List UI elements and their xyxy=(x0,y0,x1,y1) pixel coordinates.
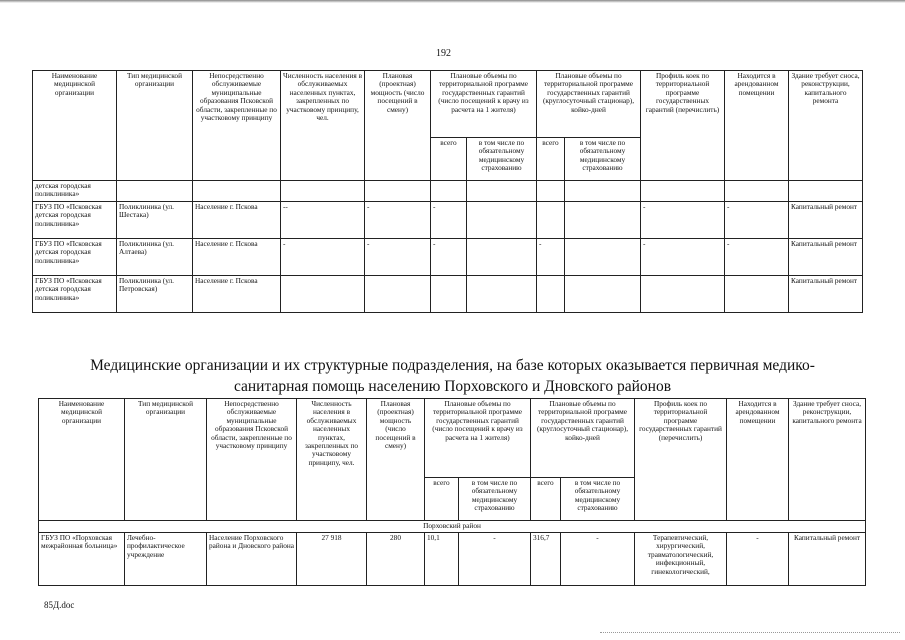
org-name: ГБУЗ ПО «Псковская детская городская поликлиника» xyxy=(33,276,117,313)
ip-oms-value: - xyxy=(561,533,635,586)
table-row xyxy=(33,276,863,313)
col-header-inpatient: Плановые объемы по территориальной программе государственных гарантий (круглосуточный стационар), койко-дней xyxy=(537,71,641,138)
op-total-value xyxy=(431,276,467,313)
col-header-served: Непосредственно обслуживаемые муниципальные образования Псковской области, закрепленные по участковому принципу xyxy=(207,399,297,521)
table-row xyxy=(33,181,863,202)
population-value: - xyxy=(281,239,365,276)
op-oms-value xyxy=(467,239,537,276)
footer-filename: 85Д.doc xyxy=(44,600,75,610)
beds-value: - xyxy=(641,202,725,239)
population-value: -- xyxy=(281,202,365,239)
population-value xyxy=(281,276,365,313)
district-label: Порховский район xyxy=(39,521,866,533)
carry-over-cell: детская городская поликлиника» xyxy=(33,181,117,202)
op-oms-value xyxy=(467,276,537,313)
op-total-value: - xyxy=(431,202,467,239)
capacity-value: - xyxy=(365,239,431,276)
col-header-rented: Находится в арендованном помещении xyxy=(725,71,789,181)
col-header-inpatient: Плановые объемы по территориальной программе государственных гарантий (круглосуточный стационар), койко-дней xyxy=(531,399,635,478)
col-header-ip-total: всего xyxy=(531,478,561,521)
ip-oms-value xyxy=(565,276,641,313)
col-header-beds-profile: Профиль коек по территориальной программе государственных гарантий (перечислить) xyxy=(641,71,725,181)
renovation-value: Капитальный ремонт xyxy=(789,276,863,313)
rented-value: - xyxy=(727,533,789,586)
rented-value xyxy=(725,276,789,313)
ip-oms-value xyxy=(565,202,641,239)
rented-value: - xyxy=(725,202,789,239)
scan-edge-bottom xyxy=(600,632,900,633)
beds-value xyxy=(641,276,725,313)
op-oms-value: - xyxy=(459,533,531,586)
col-header-beds-profile: Профиль коек по территориальной программе государственных гарантий (перечислить) xyxy=(635,399,727,521)
capacity-value: - xyxy=(365,202,431,239)
col-header-op-total: всего xyxy=(425,478,459,521)
org-type: Поликлиника (ул. Петровская) xyxy=(117,276,193,313)
col-header-renovation: Здание требует сноса, реконструкции, капитального ремонта xyxy=(789,71,863,181)
col-header-rented: Находится в арендованном помещении xyxy=(727,399,789,521)
table-row xyxy=(33,239,863,276)
table-header-row xyxy=(33,71,863,138)
table-row xyxy=(33,202,863,239)
org-name: ГБУЗ ПО «Псковская детская городская поликлиника» xyxy=(33,202,117,239)
renovation-value: Капитальный ремонт xyxy=(789,533,866,586)
org-type: Поликлиника (ул. Шестака) xyxy=(117,202,193,239)
ip-total-value: - xyxy=(537,239,565,276)
scan-edge xyxy=(0,0,905,3)
org-type: Лечебно-профилактическое учреждение xyxy=(125,533,207,586)
op-oms-value xyxy=(467,202,537,239)
table-porkhov-dno xyxy=(38,398,866,586)
col-header-op-oms: в том числе по обязательному медицинскому страхованию xyxy=(467,138,537,181)
section-title-line-1: Медицинские организации и их структурные подразделения, на базе которых оказывается первичная медико- xyxy=(90,357,815,374)
col-header-served: Непосредственно обслуживаемые муниципальные образования Псковской области, закрепленные по участковому принципу xyxy=(193,71,281,181)
district-row xyxy=(39,521,866,533)
table-header-row xyxy=(39,399,866,478)
table-row xyxy=(39,533,866,586)
col-header-name: Наименование медицинской организации xyxy=(39,399,125,521)
capacity-value: 280 xyxy=(367,533,425,586)
col-header-outpatient: Плановые объемы по территориальной программе государственных гарантий (число посещений к врачу из расчета на 1 жителя) xyxy=(425,399,531,478)
col-header-capacity: Плановая (проектная) мощность (число посещений в смену) xyxy=(367,399,425,521)
col-header-type: Тип медицинской организации xyxy=(125,399,207,521)
col-header-population: Численность населения в обслуживаемых населенных пунктах, закрепленных по участковому принципу, чел. xyxy=(297,399,367,521)
beds-value: - xyxy=(641,239,725,276)
col-header-population: Численность населения в обслуживаемых населенных пунктах, закрепленных по участковому принципу, чел. xyxy=(281,71,365,181)
ip-total-value xyxy=(537,202,565,239)
renovation-value: Капитальный ремонт xyxy=(789,202,863,239)
col-header-op-total: всего xyxy=(431,138,467,181)
served-area: Население Порховского района и Дновского района xyxy=(207,533,297,586)
col-header-ip-oms: в том числе по обязательному медицинскому страхованию xyxy=(561,478,635,521)
table-pskov-children xyxy=(32,70,863,313)
page-number: 192 xyxy=(436,48,451,59)
col-header-ip-total: всего xyxy=(537,138,565,181)
served-area: Население г. Пскова xyxy=(193,202,281,239)
ip-total-value xyxy=(537,276,565,313)
op-total-value: - xyxy=(431,239,467,276)
col-header-op-oms: в том числе по обязательному медицинскому страхованию xyxy=(459,478,531,521)
ip-oms-value xyxy=(565,239,641,276)
population-value: 27 918 xyxy=(297,533,367,586)
beds-value: Терапевтический, хирургический, травматологический, инфекционный, гинекологический, xyxy=(635,533,727,586)
ip-total-value: 316,7 xyxy=(531,533,561,586)
col-header-type: Тип медицинской организации xyxy=(117,71,193,181)
section-title-line-2: санитарная помощь населению Порховского и Дновского районов xyxy=(233,378,672,395)
org-type: Поликлиника (ул. Алтаева) xyxy=(117,239,193,276)
served-area: Население г. Пскова xyxy=(193,276,281,313)
op-total-value: 10,1 xyxy=(425,533,459,586)
rented-value: - xyxy=(725,239,789,276)
col-header-name: Наименование медицинской организации xyxy=(33,71,117,181)
col-header-ip-oms: в том числе по обязательному медицинскому страхованию xyxy=(565,138,641,181)
org-name: ГБУЗ ПО «Псковская детская городская поликлиника» xyxy=(33,239,117,276)
org-name: ГБУЗ ПО «Порховская межрайонная больница» xyxy=(39,533,125,586)
col-header-capacity: Плановая (проектная) мощность (число посещений в смену) xyxy=(365,71,431,181)
capacity-value xyxy=(365,276,431,313)
col-header-outpatient: Плановые объемы по территориальной программе государственных гарантий (число посещений к врачу из расчета на 1 жителя) xyxy=(431,71,537,138)
served-area: Население г. Пскова xyxy=(193,239,281,276)
renovation-value: Капитальный ремонт xyxy=(789,239,863,276)
col-header-renovation: Здание требует сноса, реконструкции, капитального ремонта xyxy=(789,399,866,521)
